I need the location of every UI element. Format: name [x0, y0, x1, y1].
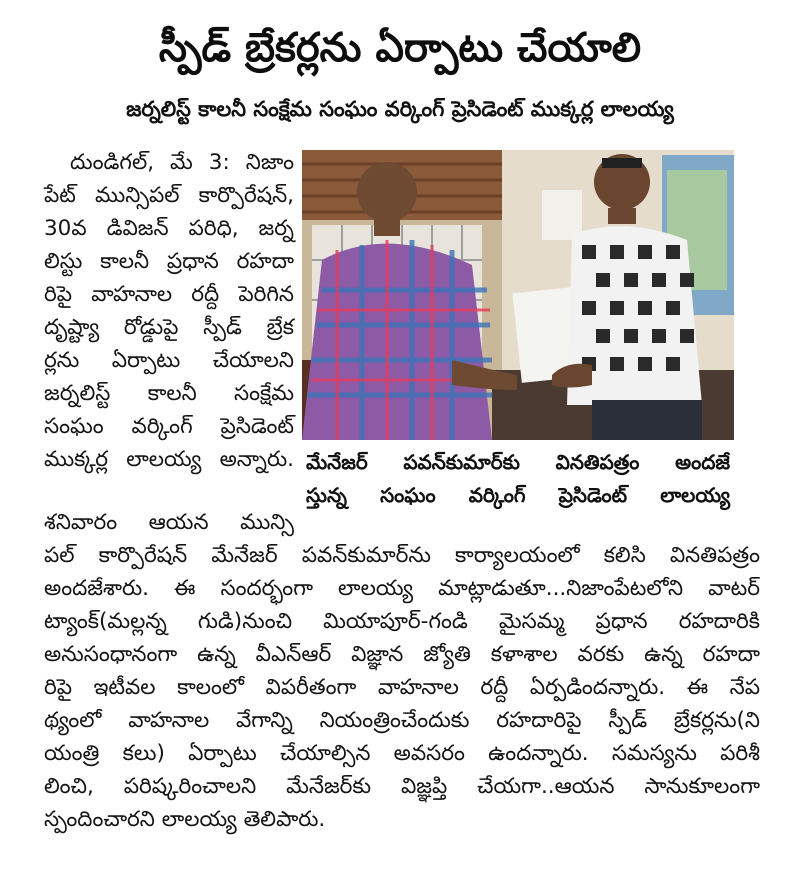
caption-line: మేనేజర్ పవన్‌కుమార్‌కు వినతిపత్రం అందజే	[306, 450, 730, 474]
body-line: శనివారం ఆయన మున్సి	[44, 510, 294, 535]
body-line: రిపై వాహనాల రద్దీ పెరిగిన	[44, 282, 294, 307]
subheadline: జర్నలిస్ట్ కాలనీ సంక్షేమ సంఘం వర్కింగ్ ప్రెసిడెంట్ ముక్కర్ల లాలయ్య	[126, 97, 674, 121]
body-line: పేట్ మున్సిపల్ కార్పొరేషన్,	[44, 183, 294, 208]
body-line: పల్ కార్పొరేషన్ మేనేజర్ పవన్‌కుమార్‌ను కార్యాలయంలో కలిసి వినతిపత్రం	[44, 543, 760, 568]
body-line: అనుసంధానంగా ఉన్న వీఎన్ఆర్ విజ్ఞాన జ్యోతి కళాశాల వరకు ఉన్న రహదా	[44, 642, 760, 667]
body-line: సంఘం వర్కింగ్ ప్రెసిడెంట్	[44, 414, 294, 439]
body-line: లిస్టు కాలనీ ప్రధాన రహదా	[44, 249, 294, 274]
body-line: ముక్కర్ల లాలయ్య అన్నారు.	[44, 447, 294, 472]
headline: స్పీడ్ బ్రేకర్లను ఏర్పాటు చేయాలి	[158, 25, 642, 71]
body-line: రిపై ఇటీవల కాలంలో విపరీతంగా వాహనాల రద్దీ ఏర్పడిందన్నారు. ఈ నేప	[44, 675, 760, 700]
body-line: స్పందించారని లాలయ్య తెలిపారు.	[44, 807, 326, 832]
body-line: జర్నలిస్ట్ కాలనీ సంక్షేమ	[44, 381, 294, 406]
photo-illustration	[302, 150, 734, 440]
photo-caption	[306, 446, 730, 512]
body-line: అందజేశారు. ఈ సందర్భంగా లాలయ్య మాట్లాడుతూ...నిజాంపేటలోని వాటర్	[44, 576, 760, 601]
body-line: థ్యంలో వాహనాల వేగాన్ని నియంత్రించేందుకు రహదారిపై స్పీడ్ బ్రేకర్లను(ని	[44, 708, 760, 733]
body-line: యంత్రి కలు) ఏర్పాటు చేయాల్సిన అవసరం ఉందన్నారు. సమస్యను పరిశీ	[44, 741, 760, 766]
caption-line: స్తున్న సంఘం వర్కింగ్ ప్రెసిడెంట్ లాలయ్య	[306, 483, 730, 507]
body-line: దృష్ట్యా రోడ్డుపై స్పీడ్ బ్రేక	[44, 315, 294, 340]
body-line: లించి, పరిష్కరించాలని మేనేజర్‌కు విజ్ఞప్తి చేయగా..ఆయన సానుకూలంగా	[44, 774, 760, 799]
body-line: ట్యాంక్(మల్లన్న గుడి)నుంచి మియాపూర్-గండి మైసమ్మ ప్రధాన రహదారికి	[44, 609, 760, 634]
body-line: దుండిగల్, మే 3: నిజాం	[70, 150, 294, 175]
photo	[302, 150, 734, 440]
body-line: 30వ డివిజన్ పరిధి, జర్న	[44, 216, 294, 241]
body-line: ర్లను ఏర్పాటు చేయాలని	[44, 348, 294, 373]
